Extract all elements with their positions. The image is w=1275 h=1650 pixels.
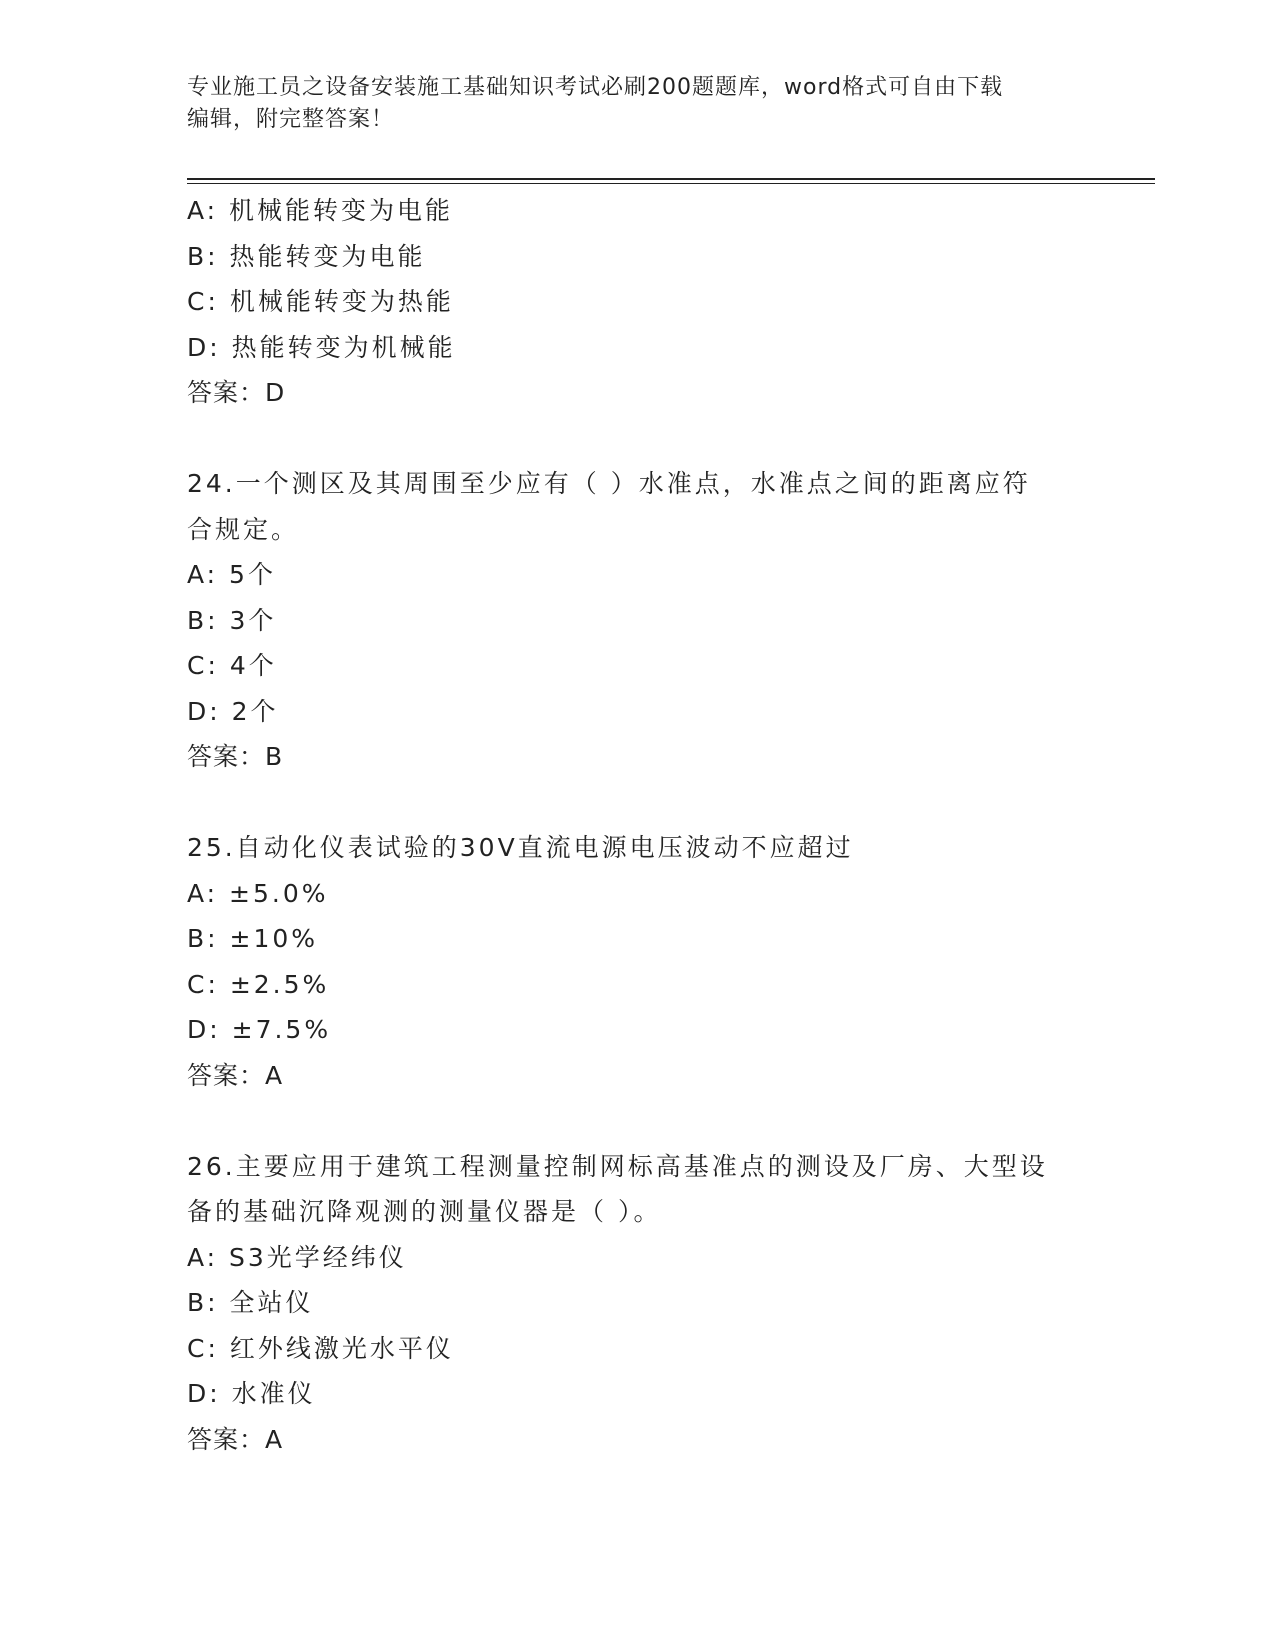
question-block [187,188,1087,416]
question-block [187,1144,1087,1463]
option-a: A: ±5.0% [187,878,329,908]
option-c: C: ±2.5% [187,969,330,999]
header-title-line-2: 编辑，附完整答案！ [187,107,395,132]
question-list [187,188,1087,1462]
question-stem-line: 备的基础沉降观测的测量仪器是（ ）。 [187,1197,662,1226]
answer-line: 答案：A [187,1060,284,1090]
option-d: D: ±7.5% [187,1015,332,1044]
option-d: D: 2个 [187,696,279,726]
header-title-line-1: 专业施工员之设备安装施工基础知识考试必刷200题题库，word格式可自由下载 [187,75,1004,100]
question-block [187,825,1087,1098]
question-stem-line: 24.一个测区及其周围至少应有（ ）水准点，水准点之间的距离应符 [187,469,1031,498]
option-a: A: 5个 [187,560,276,589]
option-b: B: 3个 [187,605,277,635]
option-a: A: 机械能转变为电能 [187,196,454,225]
answer-line: 答案：B [187,742,284,771]
answer-line: 答案：D [187,378,286,407]
option-b: B: 全站仪 [187,1288,314,1317]
question-stem-line: 26.主要应用于建筑工程测量控制网标高基准点的测设及厂房、大型设 [187,1151,1048,1181]
option-b: B: 热能转变为电能 [187,241,426,271]
option-a: A: S3光学经纬仪 [187,1242,407,1272]
option-d: D: 水准仪 [187,1379,316,1408]
document-header [187,72,1087,136]
option-b: B: ±10% [187,924,319,953]
option-c: C: 4个 [187,651,277,680]
option-c: C: 红外线激光水平仪 [187,1333,454,1363]
option-d: D: 热能转变为机械能 [187,332,456,362]
answer-line: 答案：A [187,1424,284,1454]
question-block [187,461,1087,780]
option-c: C: 机械能转变为热能 [187,287,454,316]
question-stem-line: 25.自动化仪表试验的30V直流电源电压波动不应超过 [187,833,854,862]
question-stem-line: 合规定。 [187,514,300,544]
header-divider [187,178,1155,184]
